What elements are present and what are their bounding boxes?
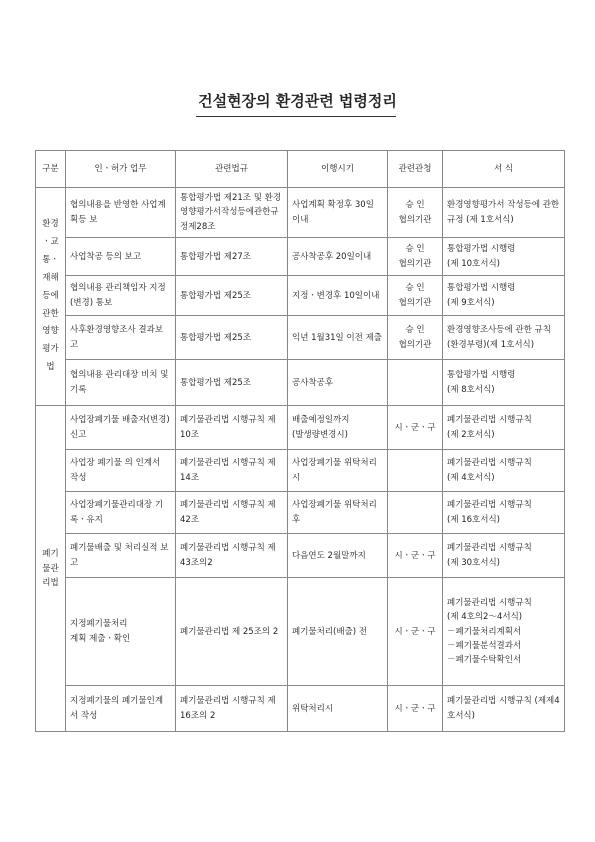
timing-cell: 위탁처리시 (288, 686, 388, 732)
agency-cell: 시ㆍ군ㆍ구 (388, 406, 443, 450)
header-category: 구분 (36, 151, 66, 188)
table-header-row (36, 151, 565, 188)
law-cell: 통합평가법 제27조 (176, 238, 288, 276)
table-row (36, 188, 565, 238)
agency-cell: 시ㆍ군ㆍ구 (388, 534, 443, 578)
timing-cell: 사업계획 확정후 30일 이내 (288, 188, 388, 238)
agency-cell: 시ㆍ군ㆍ구 (388, 686, 443, 732)
header-agency: 관련관청 (388, 151, 443, 188)
task-cell: 지정폐기물의 폐기물인계서 작성 (66, 686, 176, 732)
law-cell: 통합평가법 제25조 (176, 276, 288, 316)
law-cell: 폐기물관리법 시행규칙 제 16조의 2 (176, 686, 288, 732)
group-label-env (36, 188, 66, 406)
form-cell: 폐기물관리법 시행규칙 (제 2호서식) (443, 406, 565, 450)
timing-cell: 공사착공후 (288, 360, 388, 406)
form-cell: 폐기물관리법 시행규칙 (제 4호서식) (443, 450, 565, 492)
regulations-table (35, 150, 565, 732)
timing-cell: 사업장폐기물 위탁처리후 (288, 492, 388, 534)
law-cell: 통합평가법 제25조 (176, 316, 288, 360)
law-cell: 폐기물관리법 시행규칙 제43조의2 (176, 534, 288, 578)
table-row (36, 492, 565, 534)
header-law: 관련법규 (176, 151, 288, 188)
table-row (36, 238, 565, 276)
law-cell: 폐기물관리법 제 25조의 2 (176, 578, 288, 686)
law-cell: 폐기물관리법 시행규칙 제42조 (176, 492, 288, 534)
table-row (36, 686, 565, 732)
form-cell: 통합평가법 시행령 (제 9호서식) (443, 276, 565, 316)
task-cell: 사업착공 등의 보고 (66, 238, 176, 276)
task-cell: 협의내용을 반영한 사업계획등 보 (66, 188, 176, 238)
header-task: 인ㆍ허가 업무 (66, 151, 176, 188)
task-cell: 사업장 폐기물 의 인계서 작성 (66, 450, 176, 492)
agency-cell: 승 인 협의기관 (388, 188, 443, 238)
task-cell: 협의내용 관리책임자 지정(변경) 통보 (66, 276, 176, 316)
task-cell: 사후환경영향조사 결과보고 (66, 316, 176, 360)
table-row (36, 316, 565, 360)
agency-cell: 승 인 협의기관 (388, 238, 443, 276)
timing-cell: 다음연도 2월말까지 (288, 534, 388, 578)
law-cell: 통합평가법 제25조 (176, 360, 288, 406)
agency-cell: 시ㆍ군ㆍ구 (388, 578, 443, 686)
law-cell: 폐기물관리법 시행규칙 제14조 (176, 450, 288, 492)
title-underline (196, 116, 396, 117)
task-cell: 협의내용 관리대장 비치 및 기록 (66, 360, 176, 406)
form-cell: 환경영향평가서 작성등에 관한규정 (제 1호서식) (443, 188, 565, 238)
agency-cell: 승 인 협의기관 (388, 316, 443, 360)
law-cell: 통합평가법 제21조 및 환경영향평가서작성등에관한규정제28조 (176, 188, 288, 238)
agency-cell (388, 492, 443, 534)
form-cell: 폐기물관리법 시행규칙 (제제4호서식) (443, 686, 565, 732)
page-title: 건설현장의 환경관련 법령정리 (198, 92, 397, 110)
task-cell: 사업장폐기물 배출자(변경)신고 (66, 406, 176, 450)
header-timing: 이행시기 (288, 151, 388, 188)
law-cell: 폐기물관리법 시행규칙 제10조 (176, 406, 288, 450)
table-row (36, 450, 565, 492)
table-row (36, 360, 565, 406)
form-cell: 환경영향조사등에 관한 규칙(환경부령)(제 1호서식) (443, 316, 565, 360)
task-cell: 지정폐기물처리 계획 제출ㆍ확인 (66, 578, 176, 686)
form-cell: 통합평가법 시행령 (제 10호서식) (443, 238, 565, 276)
timing-cell: 사업장폐기물 위탁처리시 (288, 450, 388, 492)
table-row (36, 276, 565, 316)
group-label-waste (36, 406, 66, 732)
task-cell: 사업장폐기물관리대장 기록ㆍ유지 (66, 492, 176, 534)
timing-cell: 지정ㆍ변경후 10일이내 (288, 276, 388, 316)
header-form: 서 식 (443, 151, 565, 188)
form-cell: 폐기물관리법 시행규칙 (제 16호서식) (443, 492, 565, 534)
timing-cell: 배출예정일까지 (발생량변경시) (288, 406, 388, 450)
group-label-text: 폐기물관리법 (42, 549, 59, 589)
timing-cell: 익년 1월31일 이전 제출 (288, 316, 388, 360)
timing-cell: 공사착공후 20일이내 (288, 238, 388, 276)
form-cell: 폐기물관리법 시행규칙 (제 30호서식) (443, 534, 565, 578)
table-row (36, 578, 565, 686)
task-cell: 폐기물배출 및 처리실적 보고 (66, 534, 176, 578)
agency-cell (388, 450, 443, 492)
table-row (36, 406, 565, 450)
timing-cell: 폐기물처리(배출) 전 (288, 578, 388, 686)
table-row (36, 534, 565, 578)
group-label-text: 환경ㆍ교통ㆍ재해등에관한영향평가법 (42, 219, 59, 373)
agency-cell (388, 360, 443, 406)
form-cell: 폐기물관리법 시행규칙 (제 4호의2～4서식) －폐기물처리계획서 －폐기물분석결과서 －폐기물수탁확인서 (443, 578, 565, 686)
form-cell: 통합평가법 시행령 (제 8호서식) (443, 360, 565, 406)
agency-cell: 승 인 협의기관 (388, 276, 443, 316)
